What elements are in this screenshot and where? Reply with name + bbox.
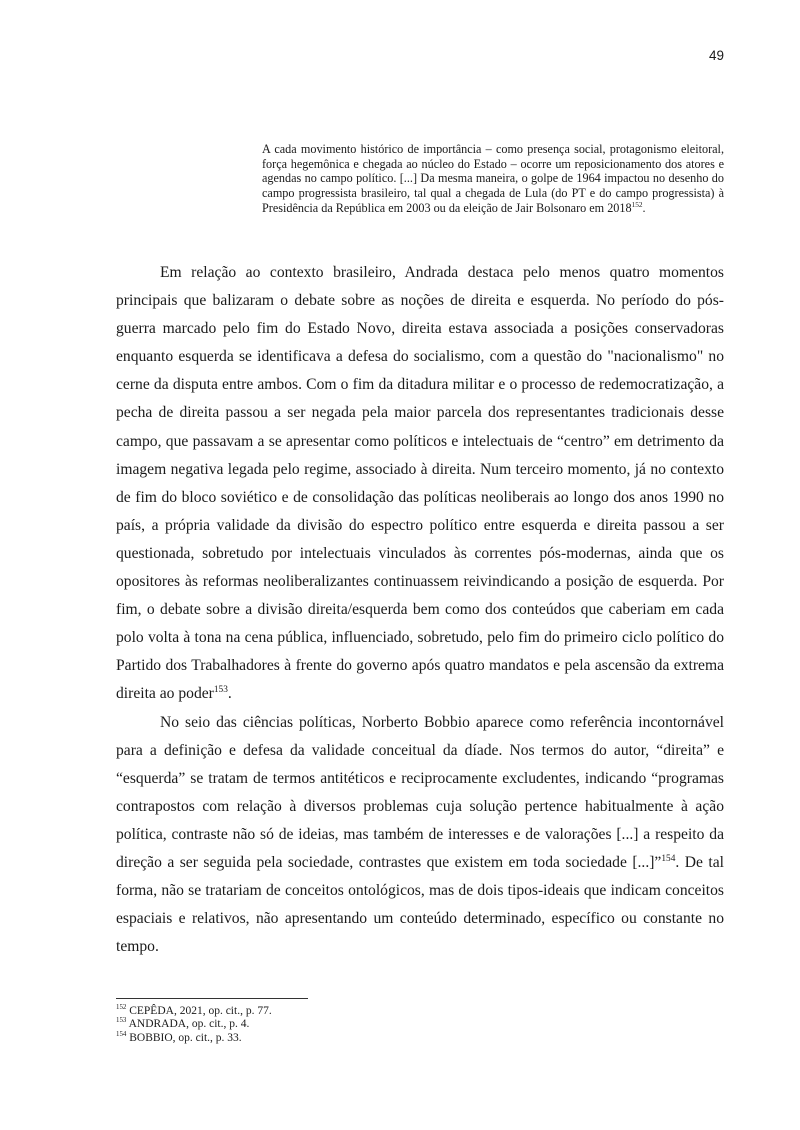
footnote-153 bbox=[116, 1018, 724, 1031]
footnote-ref-153: 153 bbox=[213, 685, 228, 696]
footnote-ref-152: 152 bbox=[631, 199, 643, 209]
paragraph-1 bbox=[116, 259, 724, 709]
footnote-number: 152 bbox=[116, 1004, 127, 1012]
block-quote-text: A cada movimento histórico de importância – como presença social, protagonismo eleitoral, força hegemônica e chegada ao núcleo do Estado – ocorre um reposicionamento dos atores e agendas no campo político. [...] Da mesma maneira, o golpe de 1964 impactou no desenho do campo progressista brasileiro, tal qual a chegada de Lula (do PT e do campo progressista) à Presidência da República em 2003 ou da eleição de Jair Bolsonaro em 2018 bbox=[262, 142, 724, 215]
footnote-text: ANDRADA, op. cit., p. 4. bbox=[126, 1018, 250, 1031]
footnote-number: 154 bbox=[116, 1030, 127, 1038]
footnote-number: 153 bbox=[116, 1017, 127, 1025]
footnote-152 bbox=[116, 1005, 724, 1018]
footnote-ref-154: 154 bbox=[661, 853, 676, 864]
footnote-text: BOBBIO, op. cit., p. 33. bbox=[126, 1031, 242, 1044]
paragraph-2-end: . De tal forma, não se tratariam de conceitos ontológicos, mas de dois tipos-ideais que indicam conceitos espaciais e relativos, não apresentando um conteúdo determinado, específico ou constante no tempo. bbox=[116, 853, 724, 956]
block-quote-end: . bbox=[642, 200, 646, 215]
page-number: 49 bbox=[708, 48, 724, 63]
paragraph-2-text: No seio das ciências políticas, Norberto Bobbio aparece como referência incontornável para a definição e defesa da validade conceitual da díade. Nos termos do autor, “direita” e “esquerda” se tratam de termos antitéticos e reciprocamente excludentes, indicando “programas contrapostos com relação à diversos problemas cuja solução pertence habitualmente à ação política, contraste não só de ideias, mas também de interesses e de valorações [...] a respeito da direção a ser seguida pela sociedade, contrastes que existem em toda sociedade [...]” bbox=[116, 713, 724, 871]
footnotes bbox=[116, 1005, 724, 1045]
footnote-text: CEPÊDA, 2021, op. cit., p. 77. bbox=[126, 1005, 272, 1017]
paragraph-2 bbox=[116, 709, 724, 962]
footnote-rule bbox=[116, 998, 308, 999]
paragraph-1-text: Em relação ao contexto brasileiro, Andrada destaca pelo menos quatro momentos principais que balizaram o debate sobre as noções de direita e esquerda. No período do pós-guerra marcado pelo fim do Estado Novo, direita estava associada a posições conservadoras enquanto esquerda se identificava a defesa do socialismo, com a questão do "nacionalismo" no cerne da disputa entre ambos. Com o fim da ditadura militar e o processo de redemocratização, a pecha de direita passou a ser negada pela maior parcela dos representantes tradicionais desse campo, que passavam a se apresentar como políticos e intelectuais de “centro” em detrimento da imagem negativa legada pelo regime, associado à direita. Num terceiro momento, já no contexto de fim do bloco soviético e de consolidação das políticas neoliberais ao longo dos anos 1990 no país, a própria validade da divisão do espectro político entre esquerda e direita passou a ser questionada, sobretudo por intelectuais vinculados às correntes pós-modernas, ainda que os opositores às reformas neoliberalizantes continuassem reivindicando a posição de esquerda. Por fim, o debate sobre a divisão direita/esquerda bem como dos conteúdos que caberiam em cada polo volta à tona na cena pública, influenciado, sobretudo, pelo fim do primeiro ciclo político do Partido dos Trabalhadores à frente do governo após quatro mandatos e pela ascensão da extrema direita ao poder bbox=[116, 264, 724, 703]
paragraph-1-end: . bbox=[227, 685, 232, 703]
footnote-154 bbox=[116, 1032, 724, 1045]
body-text bbox=[116, 259, 724, 961]
block-quote bbox=[262, 142, 724, 216]
